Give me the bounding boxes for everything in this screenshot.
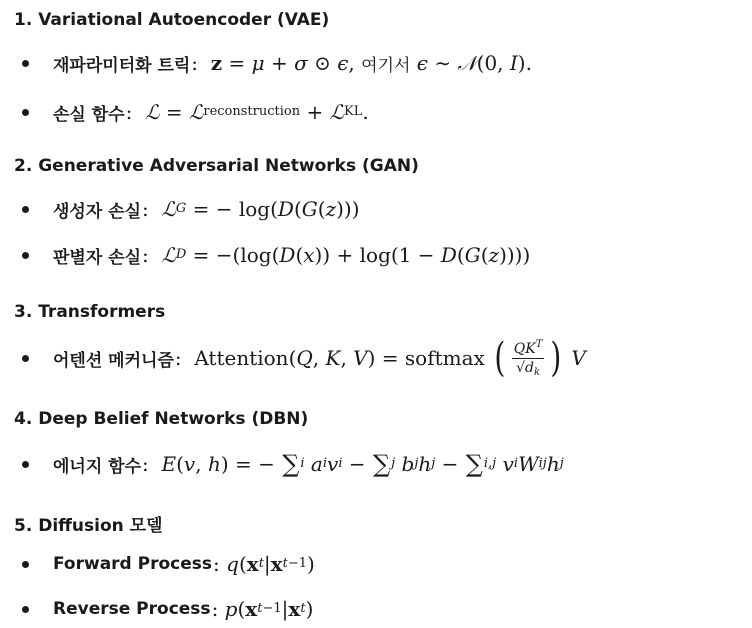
bullet-icon: [22, 206, 29, 213]
item-label: 손실 함수: [53, 104, 125, 125]
bullet-icon: [22, 561, 29, 568]
formula-discriminator-loss: : ℒ D = −(log( D ( x )) + log(1 − D ( G ( z )))): [142, 243, 531, 267]
list-item-vae-loss: [22, 94, 369, 130]
formula-attention: : Attention( Q , K , V ) = softmax ( $\frac{QK^T}{√d_k}$ ) V: [174, 335, 586, 381]
item-label: 어텐션 메커니즘: [53, 350, 174, 371]
bullet-icon: [22, 252, 29, 259]
item-label: Forward Process: [53, 554, 213, 574]
formula-energy: : E ( v , h ) = − ∑ i a i v i − ∑ j b j h j − ∑ i,j v i W ij h j: [142, 450, 564, 478]
list-item-reverse-process: [22, 591, 313, 627]
section-title-dbn: 4. Deep Belief Networks (DBN): [14, 409, 309, 429]
list-item-gan-generator: [22, 191, 360, 227]
list-item-vae-reparam: [22, 45, 532, 81]
bullet-icon: [22, 355, 29, 362]
bullet-icon: [22, 60, 29, 67]
formula-vae-loss: : ℒ = ℒ reconstruction + ℒ KL .: [125, 100, 369, 124]
list-item-gan-discriminator: [22, 237, 530, 273]
formula-forward-process: : q ( x t | x t−1 ): [213, 552, 315, 576]
list-item-forward-process: [22, 546, 315, 582]
item-label: 에너지 함수: [53, 456, 142, 477]
section-title-diffusion: 5. Diffusion 모델: [14, 516, 163, 536]
bullet-icon: [22, 109, 29, 116]
item-label: 재파라미터화 트릭: [53, 55, 191, 76]
item-label: Reverse Process: [53, 599, 211, 619]
section-title-vae: 1. Variational Autoencoder (VAE): [14, 10, 330, 30]
item-label: 생성자 손실: [53, 201, 142, 222]
bullet-icon: [22, 461, 29, 468]
list-item-attention: [22, 335, 586, 381]
formula-reparameterization: : z = μ + σ ⊙ ϵ , 여기서 ϵ ∼ 𝒩 (0, I ).: [191, 51, 532, 76]
item-label: 판별자 손실: [53, 247, 142, 268]
bullet-icon: [22, 606, 29, 613]
formula-generator-loss: : ℒ G = − log( D ( G ( z ))): [142, 197, 360, 221]
list-item-energy: [22, 446, 564, 482]
section-title-gan: 2. Generative Adversarial Networks (GAN): [14, 156, 419, 176]
section-title-transformers: 3. Transformers: [14, 302, 166, 322]
formula-reverse-process: : p ( x t−1 | x t ): [211, 597, 314, 621]
